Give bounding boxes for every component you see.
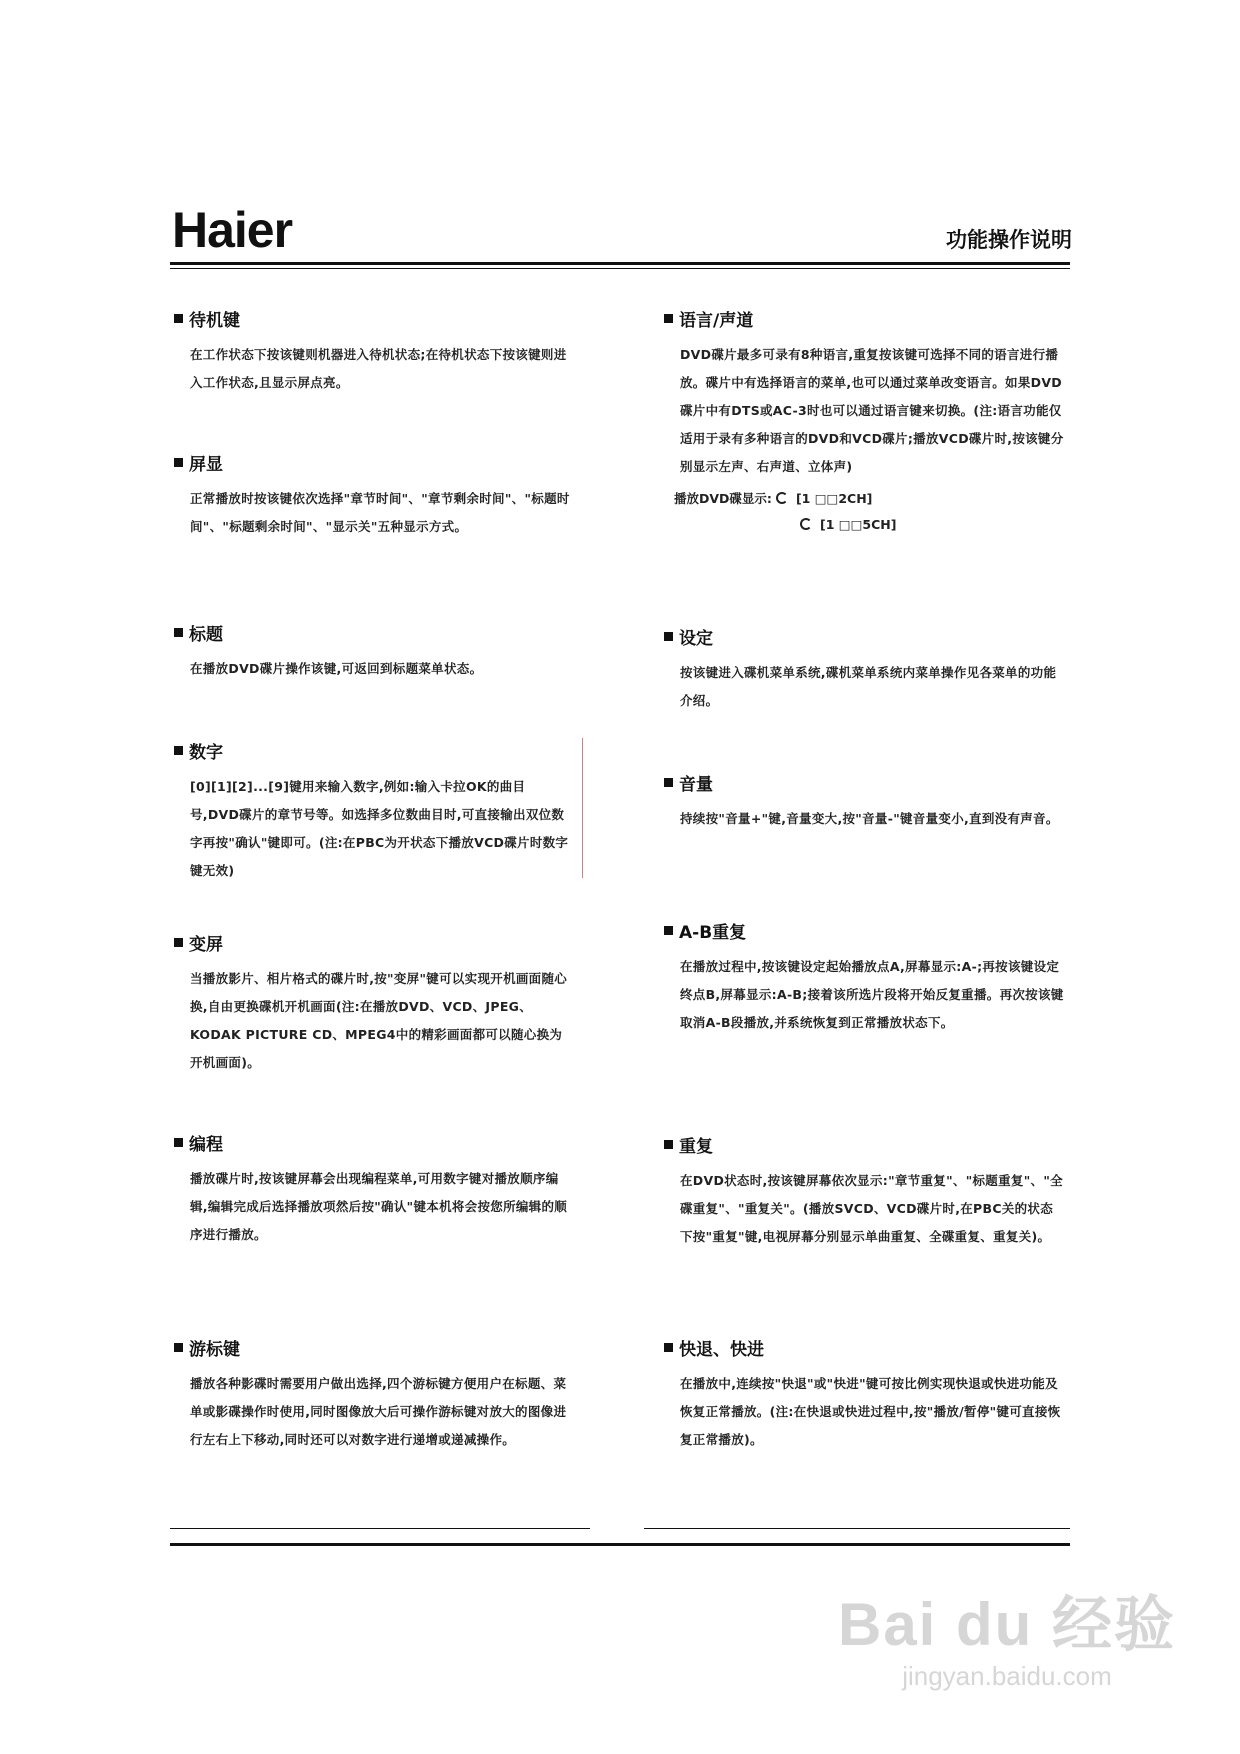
section-body: 播放各种影碟时需要用户做出选择,四个游标键方便用户在标题、菜单或影碟操作时使用,同时图像放大后可操作游标键对放大的图像进行左右上下移动,同时还可以对数字进行递增或递减操作。 [190,1376,567,1447]
disc-icon [776,492,788,504]
disc-icon [800,518,812,530]
display-row [674,511,1064,537]
section-body: 在播放中,连续按"快退"或"快进"键可按比例实现快退或快进功能及恢复正常播放。(注:在快退或快进过程中,按"播放/暂停"键可直接恢复正常播放)。 [680,1376,1061,1447]
section-body: 按该键进入碟机菜单系统,碟机菜单系统内菜单操作见各菜单的功能介绍。 [680,665,1057,708]
watermark-logo: Bai du 经验 [837,1591,1176,1658]
section-body: 持续按"音量+"键,音量变大,按"音量-"键音量变小,直到没有声音。 [680,811,1059,826]
bullet-square-icon [174,938,183,947]
bullet-square-icon [174,746,183,755]
section-title [174,620,574,683]
watermark-url: jingyan.baidu.com [902,1661,1112,1691]
bullet-square-icon [664,1343,673,1352]
section-heading: 游标键 [189,1340,240,1360]
section-body: 在播放过程中,按该键设定起始播放点A,屏幕显示:A-;再按该键设定终点B,屏幕显示:A-B;接着该所选片段将开始反复重播。再次按该键取消A-B段播放,并系统恢复到正常播放状态下。 [680,959,1064,1030]
section-screen-change [174,930,574,1077]
section-body: 在工作状态下按该键则机器进入待机状态;在待机状态下按该键则进入工作状态,且显示屏点亮。 [190,347,567,390]
section-heading: 重复 [679,1137,713,1157]
section-body: 在DVD状态时,按该键屏幕依次显示:"章节重复"、"标题重复"、"全碟重复"、"重复关"。(播放SVCD、VCD碟片时,在PBC关的状态下按"重复"键,电视屏幕分别显示单曲重复、全碟重复、重复关)。 [680,1173,1063,1244]
section-standby [174,306,574,397]
header-rule [170,262,1070,265]
section-heading: 编程 [189,1135,223,1155]
footer-rule [170,1543,1070,1546]
brand-logo: Haier [172,202,293,258]
section-body: 在播放DVD碟片操作该键,可返回到标题菜单状态。 [190,661,483,676]
section-program [174,1130,574,1249]
section-rewind-forward [664,1335,1064,1454]
section-language [664,306,1064,537]
section-repeat [664,1132,1064,1251]
section-body: [0][1][2]...[9]键用来输入数字,例如:输入卡拉OK的曲目号,DVD碟片的章节号等。如选择多位数曲目时,可直接输出双位数字再按"确认"键即可。(注:在PBC为开状态下播放VCD碟片时数字键无效) [190,779,569,878]
language-display-rows [664,485,1064,537]
bullet-square-icon [664,1140,673,1149]
page-title: 功能操作说明 [946,228,1072,252]
bullet-square-icon [174,1343,183,1352]
section-body: 正常播放时按该键依次选择"章节时间"、"章节剩余时间"、"标题时间"、"标题剩余时间"、"显示关"五种显示方式。 [190,491,570,534]
bullet-square-icon [664,926,673,935]
bullet-square-icon [664,778,673,787]
bullet-square-icon [174,1138,183,1147]
bullet-square-icon [664,632,673,641]
section-heading: 语言/声道 [679,311,754,331]
section-heading: 待机键 [189,311,240,331]
section-heading: 音量 [679,775,713,795]
display-value: [1 □□2CH] [795,490,873,506]
section-display [174,450,574,541]
section-body: 播放碟片时,按该键屏幕会出现编程菜单,可用数字键对播放顺序编辑,编辑完成后选择播放项然后按"确认"键本机将会按您所编辑的顺序进行播放。 [190,1171,568,1242]
section-body: 当播放影片、相片格式的碟片时,按"变屏"键可以实现开机画面随心换,自由更换碟机开机画面(注:在播放DVD、VCD、JPEG、KODAK PICTURE CD、MPEG4中的精彩画面都可以随心换为开机画面)。 [190,971,568,1070]
footer-rule-left [170,1528,590,1529]
display-value: [1 □□5CH] [820,516,897,532]
section-heading: 数字 [189,743,223,763]
section-heading: 标题 [189,625,223,645]
section-heading: 屏显 [189,455,223,475]
margin-mark [582,738,583,878]
header-rule-thin [170,268,1070,269]
section-body: DVD碟片最多可录有8种语言,重复按该键可选择不同的语言进行播放。碟片中有选择语言的菜单,也可以通过菜单改变语言。如果DVD碟片中有DTS或AC-3时也可以通过语言键来切换。(注:语言功能仅适用于录有多种语言的DVD和VCD碟片;播放VCD碟片时,按该键分别显示左声、右声道、立体声) [680,347,1064,474]
section-volume [664,770,1064,833]
display-label: 播放DVD碟显示: [674,491,772,506]
section-heading: 设定 [679,629,713,649]
bullet-square-icon [174,458,183,467]
section-setup [664,624,1064,715]
section-number [174,738,574,885]
section-cursor [174,1335,574,1454]
display-row [674,485,1064,511]
section-ab-repeat [664,918,1064,1037]
bullet-square-icon [664,314,673,323]
section-heading: 变屏 [189,935,223,955]
footer-rule-right [644,1528,1070,1529]
section-heading: A-B重复 [679,923,747,943]
baidu-watermark [837,1591,1176,1692]
section-heading: 快退、快进 [679,1340,764,1360]
bullet-square-icon [174,628,183,637]
bullet-square-icon [174,314,183,323]
